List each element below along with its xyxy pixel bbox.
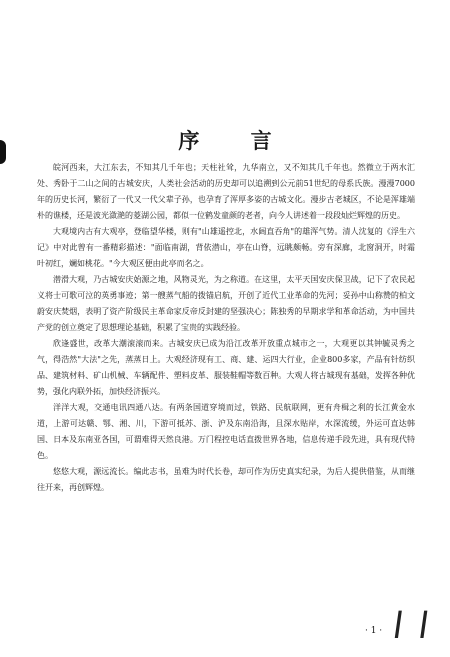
paragraph-4: 欣逢盛世，改革大潮滚滚而来。古城安庆已成为沿江改革开放重点城市之一，大观更以其钟毓灵秀之气，得浩然"大法"之先，蒸蒸日上。大观经济现有工、商、建、运四大行业，企业800多家，产品有针纺织品、建筑材料、矿山机械、车辆配件、塑料皮革、服装鞋帽等数百种。大观人将古城现有基础，发挥各种优势，强化内联外拓，加快经济振兴。 [37, 339, 415, 396]
page-number: · 1 · [365, 626, 383, 636]
paragraph-3: 潜滑大观，乃古城安庆始源之地，风物灵光，为之称道。在这里，太平天国安庆保卫战，记下了农民起义将士可歌可泣的英勇事迹；第一艘蒸气船的拨锚启航，开创了近代工业革命的先河；妥孙中山称赞的柏文蔚安庆焚烟，表明了资产阶级民主革命家反帝反封建的坚强决心；陈独秀的早期求学和革命活动，为中国共产党的创立奠定了思想理论基础，积累了宝贵的实践经验。 [37, 275, 415, 332]
handwritten-margin-note: l l [390, 606, 434, 647]
paragraph-2: 大观境内古有大观亭，登临望华楼，则有"山雄遥控北，水阔直吞角"的雄浑气势。清人沈复的《浮生六记》中对此曾有一番精彩描述："面临南湖，背依潜山，亭在山脊，远眺颇畅。旁有深廊，北窗洞开，时霜叶初红，斓如桃花。"今大观区便由此亭而名之。 [37, 227, 415, 268]
paragraph-1: 皖河西来，大江东去，不知其几千年也；天柱社耸，九华南立，又不知其几千年也。然微立于两水汇处、秀卧于二山之间的古城安庆，人类社会活动的历史却可以追溯到公元前51世纪的母系氏族。漫漫7000年的历史长河，繁衍了一代又一代父辈子孙，也孕育了浑厚多姿的古城文化。漫步古老城区，不论是浑雄端朴的谯楼，还是波光潋滟的菱湖公园，都似一位鹤发童颜的老者，向今人讲述着一段段灿烂辉煌的历史。 [37, 163, 415, 220]
page-title: 序 言 [178, 128, 294, 153]
preface-body [37, 160, 415, 496]
paragraph-6: 悠悠大观，源远流长。编此志书，虽难为时代长卷，却可作为历史真实纪录，为后人提供借鉴，从而继往开来，再创辉煌。 [37, 467, 415, 492]
paragraph-5: 洋洋大观，交通电讯四通八达。有两条国道穿境而过，铁路、民航联网，更有舟楫之利的长江黄金水道，上游可达赣、鄂、湘、川，下游可抵苏、浙、沪及东南沿海，且深水贴岸，水深流缓，外运可直达韩国、日本及东南亚各国，可谓难得天然良港。万门程控电话直拨世界各地，信息传递手段先进，具有现代特色。 [37, 403, 415, 460]
